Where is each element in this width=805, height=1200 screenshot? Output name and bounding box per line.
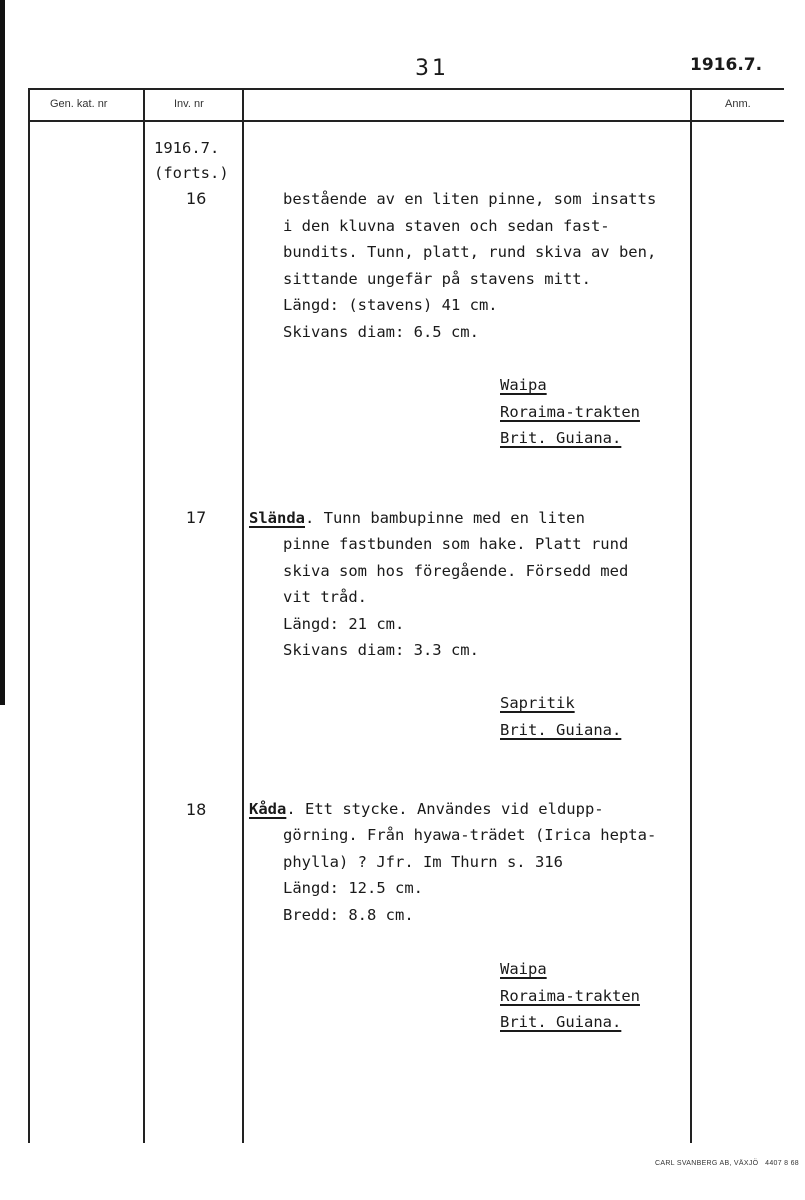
entry-number: 17: [186, 508, 207, 527]
location-line: Sapritik: [500, 694, 575, 712]
left-margin-bar: [0, 0, 5, 705]
entry-number: 16: [186, 189, 207, 208]
entry-description: [283, 186, 656, 345]
description-line: görning. Från hyawa-trädet (Irica hepta-: [283, 826, 657, 844]
location-line: Brit. Guiana.: [500, 720, 622, 739]
description-line: Längd: 21 cm.: [283, 614, 405, 633]
location-line: Waipa: [500, 960, 547, 978]
entry-title: Kåda: [249, 800, 287, 818]
location-line: Waipa: [500, 376, 547, 394]
description-line: Längd: 12.5 cm.: [283, 879, 423, 897]
printer-code: 4407 8 68: [765, 1160, 799, 1167]
description-line: Bredd: 8.8 cm.: [283, 905, 414, 924]
column-rule-gen-inv: [143, 88, 145, 1143]
description-line: phylla) ? Jfr. Im Thurn s. 316: [283, 852, 563, 871]
header-top-rule: [28, 88, 784, 90]
entry-location: [500, 372, 640, 452]
printer-mark: [655, 1160, 799, 1167]
description-line: vit tråd.: [283, 588, 367, 606]
description-line: Skivans diam: 6.5 cm.: [283, 322, 479, 341]
header-bottom-rule: [28, 120, 784, 122]
page-number: 31: [415, 56, 449, 81]
column-header-anm: Anm.: [725, 98, 751, 110]
location-line: Brit. Guiana.: [500, 1013, 622, 1031]
entry-location: [500, 690, 621, 743]
column-rule-left: [28, 88, 30, 1143]
description-line: i den kluvna staven och sedan fast-: [283, 216, 610, 235]
description-line: skiva som hos föregående. Försedd med: [283, 561, 629, 580]
printer-name: CARL SVANBERG AB, VÄXJÖ: [655, 1160, 759, 1167]
continuation-note: (forts.): [154, 164, 229, 182]
column-rule-inv-text: [242, 88, 244, 1143]
description-line: pinne fastbunden som hake. Platt rund: [283, 535, 629, 553]
header-reference: 1916.7.: [690, 55, 763, 75]
entry-title: Slända: [249, 509, 305, 527]
entry-description-continued: [283, 822, 656, 928]
description-line: bestående av en liten pinne, som insatts: [283, 190, 657, 208]
column-rule-text-anm: [690, 88, 692, 1143]
entry-description: [249, 796, 604, 823]
description-line: . Tunn bambupinne med en liten: [305, 509, 585, 527]
entry-location: [500, 956, 640, 1036]
location-line: Roraima-trakten: [500, 986, 640, 1005]
description-line: . Ett stycke. Användes vid eldupp-: [286, 800, 604, 818]
entry-description-continued: [283, 531, 628, 664]
entry-description: [249, 505, 585, 532]
description-line: Skivans diam: 3.3 cm.: [283, 641, 479, 659]
description-line: Längd: (stavens) 41 cm.: [283, 296, 498, 314]
location-line: Roraima-trakten: [500, 402, 640, 421]
location-line: Brit. Guiana.: [500, 429, 622, 447]
entry-number: 18: [186, 800, 207, 819]
column-header-inv-nr: Inv. nr: [174, 98, 204, 110]
continuation-ref: 1916.7.: [154, 139, 220, 157]
description-line: sittande ungefär på stavens mitt.: [283, 269, 591, 288]
description-line: bundits. Tunn, platt, rund skiva av ben,: [283, 243, 657, 261]
column-header-gen-kat-nr: Gen. kat. nr: [50, 98, 108, 110]
